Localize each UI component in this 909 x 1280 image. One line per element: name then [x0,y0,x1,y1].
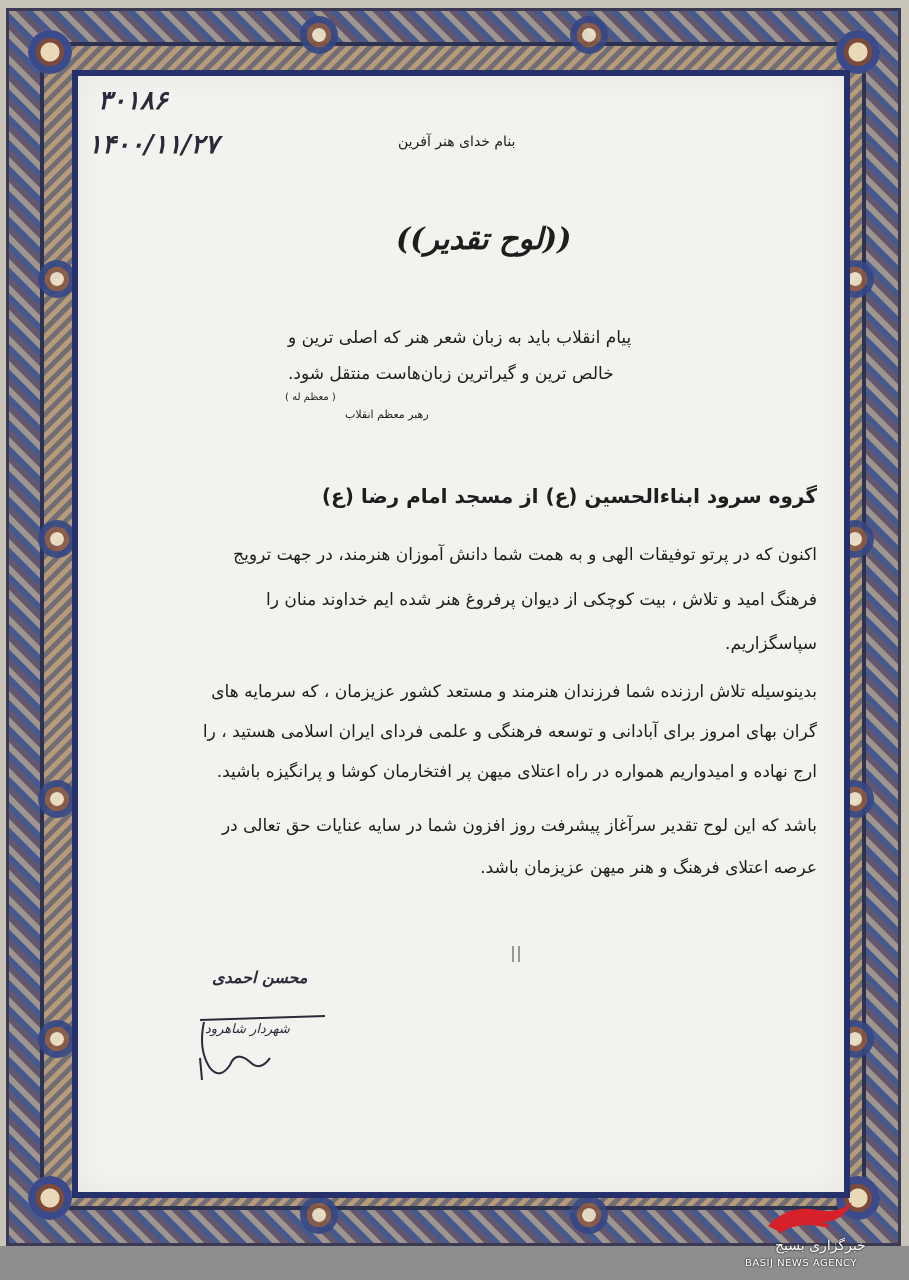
medallion-icon [38,780,76,818]
body-paragraph-1-line: فرهنگ امید و تلاش ، بیت کوچکی از دیوان پرفروغ هنر شده ایم خداوند منان را [266,590,817,610]
bismillah: بنام خدای هنر آفرین [398,134,516,150]
medallion-icon [300,1196,338,1234]
medallion-icon [38,520,76,558]
medallion-icon [38,260,76,298]
body-paragraph-2-line: بدینوسیله تلاش ارزنده شما فرزندان هنرمند و مستعد کشور عزیزمان ، که سرمایه های [211,682,817,702]
signature-scribble-icon [190,1010,340,1090]
paper-mark [512,946,514,962]
body-paragraph-3-line: باشد که این لوح تقدیر سرآغاز پیشرفت روز افزون شما در سایه عنایات حق تعالی در [221,816,817,836]
medallion-icon [38,1020,76,1058]
body-paragraph-2-line: گران بهای امروز برای آبادانی و توسعه فرهنگی و علمی فردای ایران اسلامی هستید ، را [202,722,817,742]
signer-name: محسن احمدی [212,968,308,987]
certificate-title: ((لوح تقدیر)) [396,222,572,257]
letter-date: ۱۴۰۰/۱۱/۲۷ [88,130,219,160]
quote-line-1: پیام انقلاب باید به زبان شعر هنر که اصلی ترین و [288,328,632,348]
medallion-icon [570,1196,608,1234]
medallion-icon [570,16,608,54]
corner-ornament-icon [28,30,72,74]
basij-news-logo-icon [758,1196,858,1236]
body-paragraph-1-line: اکنون که در پرتو توفیقات الهی و به همت شما دانش آموزان هنرمند، در جهت ترویج [233,545,817,565]
body-paragraph-3-line: عرصه اعتلای فرهنگ و هنر میهن عزیزمان باشد. [480,858,817,878]
letter-number: ۳۰۱۸۶ [98,86,168,116]
body-paragraph-2-line: ارج نهاده و امیدواریم همواره در راه اعتلای میهن پر افتخارمان کوشا و پرانگیزه باشید. [216,762,817,782]
corner-ornament-icon [28,1176,72,1220]
paper-mark [518,946,520,962]
quote-line-2: خالص ترین و گیراترین زبان‌هاست منتقل شود. [288,364,614,384]
corner-ornament-icon [836,30,880,74]
quote-attribution: رهبر معظم انقلاب [345,408,429,421]
watermark-english: BASIJ NEWS AGENCY [745,1258,857,1269]
body-paragraph-1-line: سپاسگزاریم. [725,634,817,654]
quote-honorific: ( معظم له ) [285,392,336,403]
recipient-name: گروه سرود ابناءالحسین (ع) از مسجد امام رضا (ع) [321,484,817,508]
signer-position: شهردار شاهرود [205,1022,290,1037]
watermark-persian: خبرگزاری بسیج [775,1238,866,1254]
medallion-icon [300,16,338,54]
